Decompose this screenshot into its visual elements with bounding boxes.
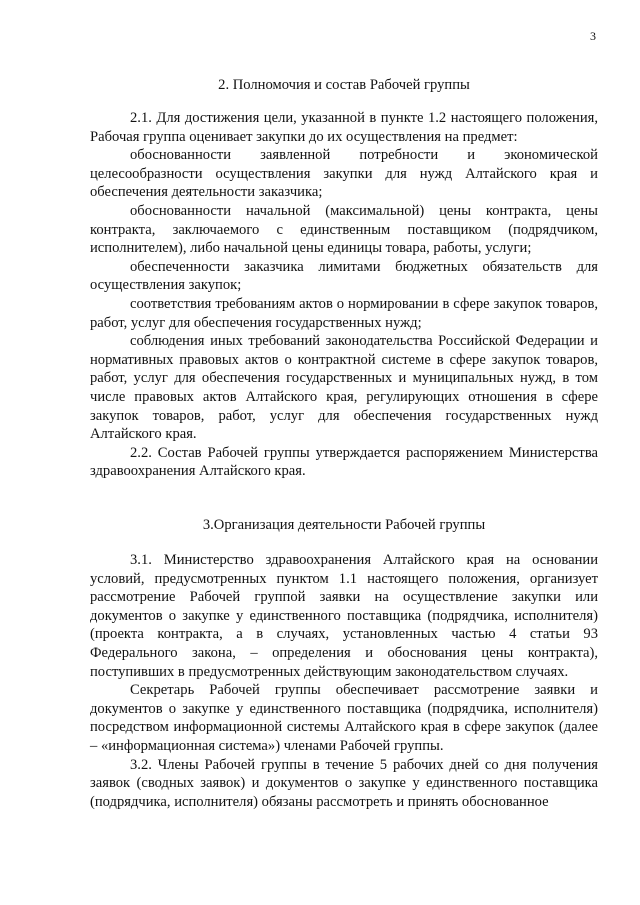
paragraph-2-1-item-2: обоснованности начальной (максимальной) цены контракта, цены контракта, заключаемого с единственным поставщиком (подрядчиком, исполнителем), либо начальной цены единицы товара, работы, услуги; [90, 202, 598, 257]
paragraph-2-1: 2.1. Для достижения цели, указанной в пункте 1.2 настоящего положения, Рабочая группа оценивает закупки до их осуществления на предмет: [90, 110, 598, 145]
paragraph-3-2: 3.2. Члены Рабочей группы в течение 5 рабочих дней со дня получения заявок (сводных заявок) и документов о закупке у единственного поставщика (подрядчика, исполнителя) обязаны рассмотреть и принять обоснованное [90, 756, 598, 810]
section-3-title: 3.Организация деятельности Рабочей группы [202, 517, 486, 533]
section-2-title: 2. Полномочия и состав Рабочей группы [218, 77, 470, 93]
paragraph-2-1-item-4: соответствия требованиям актов о нормировании в сфере закупок товаров, работ, услуг для обеспечения государственных нужд; [90, 295, 598, 331]
section-3-body [90, 551, 598, 811]
section-2-body [90, 109, 598, 481]
paragraph-2-1-item-1: обоснованности заявленной потребности и экономической целесообразности осуществления закупки для нужд Алтайского края и обеспечения деятельности заказчика; [90, 147, 598, 201]
paragraph-2-1-item-5: соблюдения иных требований законодательства Российской Федерации и нормативных правовых актов о контрактной системе в сфере закупок товаров, работ, услуг для обеспечения государственных и муниципальных нужд, в том числе правовых актов Алтайского края, регулирующих отношения в сфере закупок товаров, работ, услуг для обеспечения государственных нужд Алтайского края. [90, 333, 598, 443]
paragraph-3-1-secretary: Секретарь Рабочей группы обеспечивает рассмотрение заявки и документов о закупке у единственного поставщика (подрядчика, исполнителя) посредством информационной системы Алтайского края в сфере закупок (далее – «информационная система») членами Рабочей группы. [90, 682, 598, 754]
paragraph-2-1-item-3: обеспеченности заказчика лимитами бюджетных обязательств для осуществления закупок; [90, 258, 598, 294]
page-number: 3 [590, 29, 596, 43]
paragraph-2-2: 2.2. Состав Рабочей группы утверждается распоряжением Министерства здравоохранения Алтайского края. [90, 444, 598, 480]
paragraph-3-1: 3.1. Министерство здравоохранения Алтайского края на основании условий, предусмотренных пунктом 1.1 настоящего положения, организует рассмотрение Рабочей группой заявки на осуществление закупки или документов о закупке у единственного поставщика (подрядчика, исполнителя) (проекта контракта, а в случаях, установленных частью 4 статьи 93 Федерального закона, – определения и обоснования цены контракта), поступивших в предусмотренных действующим законодательством случаях. [90, 552, 598, 680]
